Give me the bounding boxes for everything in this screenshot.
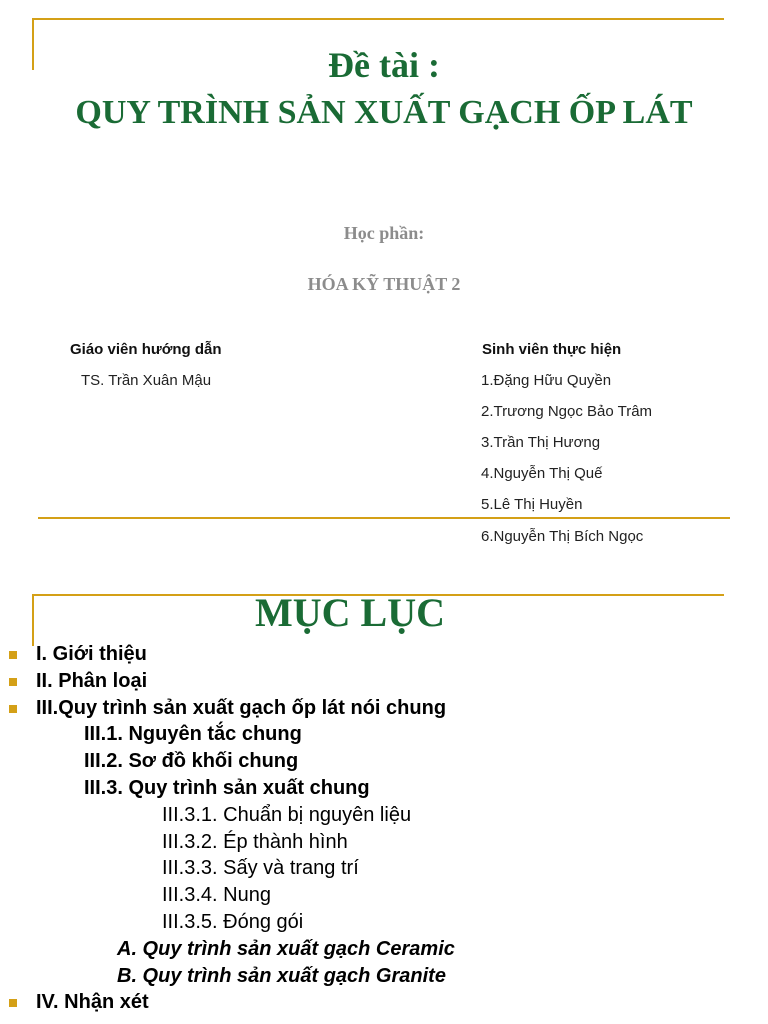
student-5: 5.Lê Thị Huyền <box>481 496 583 513</box>
students-heading: Sinh viên thực hiện <box>482 341 622 358</box>
toc-item: III.Quy trình sản xuất gạch ốp lát nói chung <box>0 695 768 722</box>
course-name: HÓA KỸ THUẬT 2 <box>307 274 461 294</box>
toc-item: II. Phân loại <box>0 668 768 695</box>
toc-item: III.3.3. Sấy và trang trí <box>162 857 359 880</box>
toc-item: I. Giới thiệu <box>0 641 768 668</box>
square-bullet-icon <box>9 678 17 686</box>
square-bullet-icon <box>9 999 17 1007</box>
toc-item: III.3.2. Ép thành hình <box>162 830 348 853</box>
teacher-heading: Giáo viên hướng dẫn <box>70 341 222 358</box>
square-bullet-icon <box>9 651 17 659</box>
toc-title: MỤC LỤC <box>255 590 445 635</box>
toc-item: III.3. Quy trình sản xuất chung <box>84 776 370 799</box>
toc-item: III.3.5. Đóng gói <box>162 910 304 933</box>
slide-subtitle: QUY TRÌNH SẢN XUẤT GẠCH ỐP LÁT <box>75 94 693 131</box>
student-2: 2.Trương Ngọc Bảo Trâm <box>481 403 653 420</box>
teacher-name: TS. Trần Xuân Mậu <box>81 372 212 389</box>
bottom-gold-rule <box>38 517 730 519</box>
student-6: 6.Nguyễn Thị Bích Ngọc <box>481 528 644 545</box>
toc-item: B. Quy trình sản xuất gạch Granite <box>117 964 446 987</box>
student-3: 3.Trần Thị Hương <box>481 434 601 451</box>
toc-list <box>0 641 768 1016</box>
top-gold-rule <box>32 18 724 20</box>
toc-item: III.3.4. Nung <box>162 884 271 907</box>
toc-item: IV. Nhận xét <box>0 989 768 1016</box>
student-4: 4.Nguyễn Thị Quế <box>481 465 603 482</box>
student-1: 1.Đặng Hữu Quyền <box>481 372 612 389</box>
toc-item: III.1. Nguyên tắc chung <box>84 723 302 746</box>
toc-item: A. Quy trình sản xuất gạch Ceramic <box>117 937 455 960</box>
course-label: Học phần: <box>343 223 425 243</box>
toc-slide <box>0 585 768 1024</box>
toc-item: III.3.1. Chuẩn bị nguyên liệu <box>162 803 412 826</box>
toc-item: III.2. Sơ đồ khối chung <box>84 750 299 773</box>
square-bullet-icon <box>9 705 17 713</box>
slide-title: Đề tài : <box>328 45 440 85</box>
